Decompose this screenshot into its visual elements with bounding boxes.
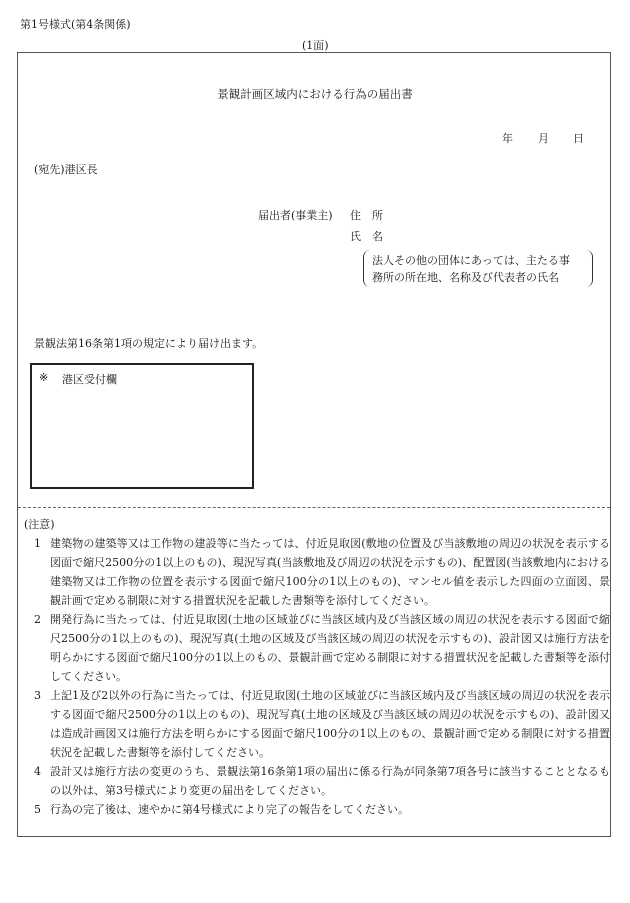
form-title: 景観計画区域内における行為の届出書 xyxy=(217,87,413,101)
corporation-note-line2: 務所の所在地、名称及び代表者の氏名 xyxy=(372,271,559,284)
note-item xyxy=(24,534,610,610)
form-code: 第1号様式(第4条関係) xyxy=(20,18,131,31)
address-label: 住 所 xyxy=(350,209,383,222)
note-item xyxy=(24,610,610,686)
note-item xyxy=(24,762,610,800)
note-number: 5 xyxy=(34,803,41,816)
note-text: 設計又は施行方法の変更のうち、景観法第16条第1項の届出に係る行為が同条第7項各号に該当することとなるもの以外は、第3号様式により変更の届出をしてください。 xyxy=(50,765,610,797)
note-number: 4 xyxy=(34,765,41,778)
date-day: 日 xyxy=(573,132,584,145)
note-text: 上記1及び2以外の行為に当たっては、付近見取図(土地の区域並びに当該区域内及び当該区域の周辺の状況を表示する図面で縮尺2500分の1以上のもの)、現況写真(土地の区域及び当該区域の周辺の状況を示すもの)、設計図又は造成計画図又は施行方法を明らかにする図面で縮尺100分の1以上のもの、景観計画で定める制限に対する措置状況を記載した書類等を添付してください。 xyxy=(50,689,610,759)
notes-heading: (注意) xyxy=(24,518,55,531)
separator-dashed xyxy=(18,507,610,508)
name-label: 氏 名 xyxy=(350,230,383,243)
note-item xyxy=(24,800,610,819)
note-number: 2 xyxy=(34,613,41,626)
reception-label: 港区受付欄 xyxy=(62,373,117,386)
note-text: 開発行為に当たっては、付近見取図(土地の区域並びに当該区域内及び当該区域の周辺の状況を表示する図面で縮尺2500分の1以上のもの)、現況写真(土地の区域及び当該区域の周辺の状況を示すもの)、設計図又は施行方法を明らかにする図面で縮尺100分の1以上のもの、景観計画で定める制限に対する措置状況を記載した書類等を添付してください。 xyxy=(50,613,610,683)
statement: 景観法第16条第1項の規定により届け出ます。 xyxy=(34,337,264,350)
note-text: 行為の完了後は、速やかに第4号様式により完了の報告をしてください。 xyxy=(50,803,409,816)
note-item xyxy=(24,686,610,762)
notes-section xyxy=(24,515,610,819)
date-year: 年 xyxy=(502,132,513,145)
addressee: (宛先)港区長 xyxy=(34,163,98,176)
date-month: 月 xyxy=(538,132,549,145)
note-number: 1 xyxy=(34,537,41,550)
notifier-label: 届出者(事業主) xyxy=(258,209,333,222)
note-number: 3 xyxy=(34,689,41,702)
reception-mark: ※ xyxy=(39,371,49,384)
note-text: 建築物の建築等又は工作物の建設等に当たっては、付近見取図(敷地の位置及び当該敷地の周辺の状況を表示する図面で縮尺2500分の1以上のもの)、現況写真(当該敷地及び周辺の状況を示すもの)、配置図(当該敷地内における建築物又は工作物の位置を表示する図面で縮尺100分の1以上のもの)、マンセル値を表示した四面の立面図、景観計画で定める制限に対する措置状況を記載した書類等を添付してください。 xyxy=(50,537,610,607)
page-label: (1面) xyxy=(302,39,329,52)
corporation-note-line1: 法人その他の団体にあっては、主たる事 xyxy=(372,254,570,267)
